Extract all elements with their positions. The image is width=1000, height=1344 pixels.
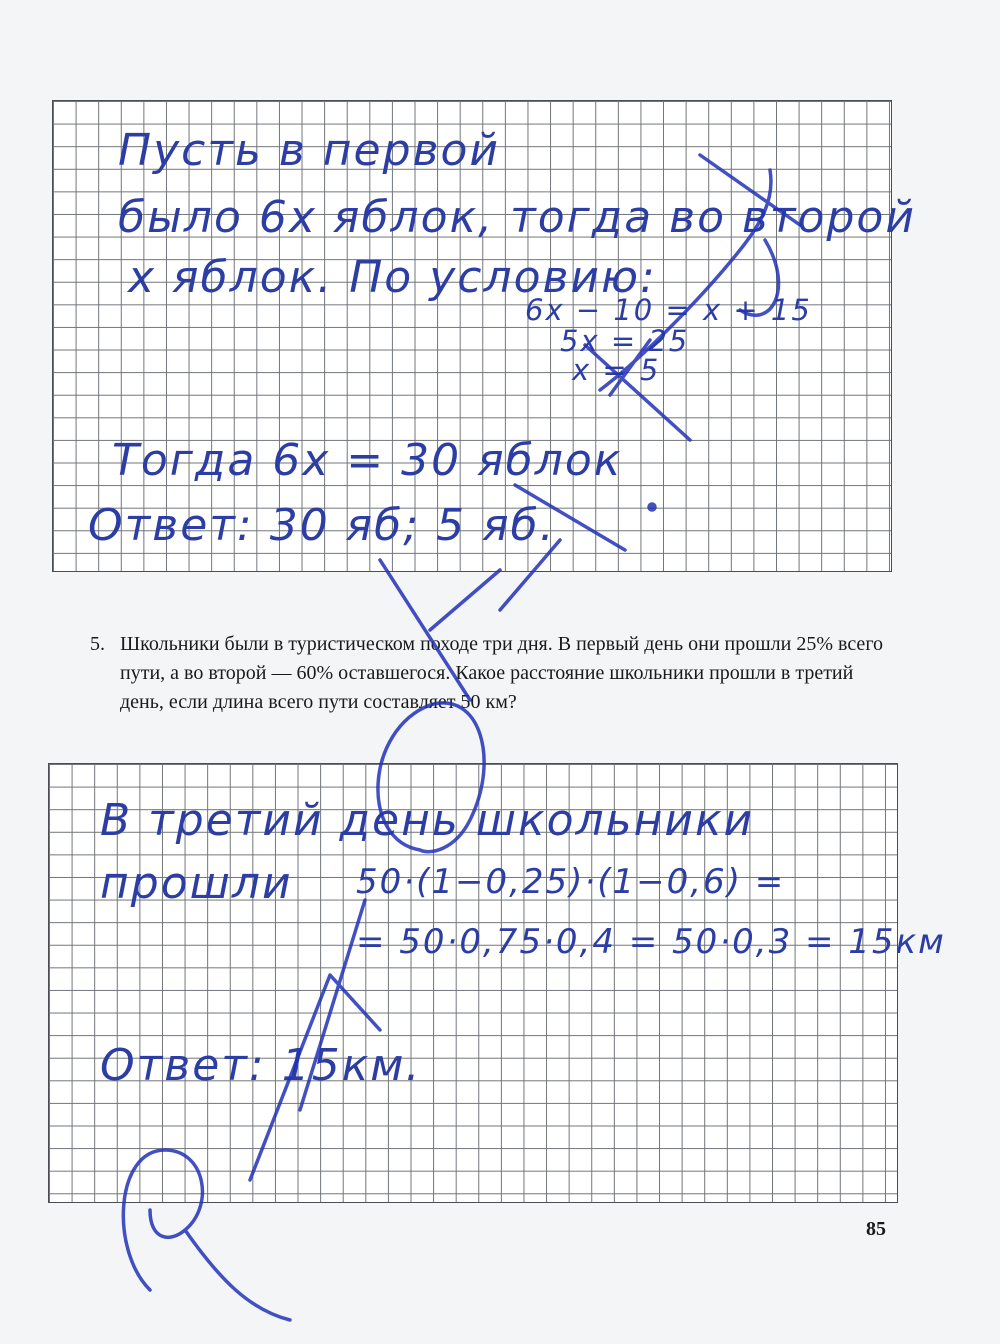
problem-5 xyxy=(90,630,900,717)
problem-text: Школьники были в туристическом походе три дня. В первый день они прошли 25% всего пути, а во второй — 60% оставшегося. Какое расстояние школьники прошли в третий день, если длина всего пути составляет 50 км? xyxy=(120,633,884,713)
handwritten-line-3: x яблок. По условию: xyxy=(128,252,657,303)
equation-3: x = 5 xyxy=(572,353,661,387)
handwritten-answer-bottom: Ответ: 15км. xyxy=(100,1040,422,1091)
handwritten-bottom-line-1: В третий день школьники xyxy=(100,795,755,846)
equation-2: 5x = 25 xyxy=(560,324,690,358)
handwritten-then-line: Тогда 6x = 30 яблок xyxy=(112,435,623,486)
handwritten-answer-top: Ответ: 30 яб; 5 яб. xyxy=(88,500,556,551)
handwritten-line-2: было 6x яблок, тогда во второй xyxy=(118,192,916,243)
handwritten-line-1: Пусть в первой xyxy=(118,125,500,176)
handwritten-bottom-expr-1: 50·(1−0,25)·(1−0,6) = xyxy=(356,862,786,902)
handwritten-bottom-expr-2: = 50·0,75·0,4 = 50·0,3 = 15км xyxy=(356,922,946,962)
problem-number: 5. xyxy=(90,633,105,655)
handwritten-bottom-word: прошли xyxy=(100,858,293,909)
equation-1: 6x − 10 = x + 15 xyxy=(525,293,812,327)
page-number: 85 xyxy=(866,1218,886,1240)
